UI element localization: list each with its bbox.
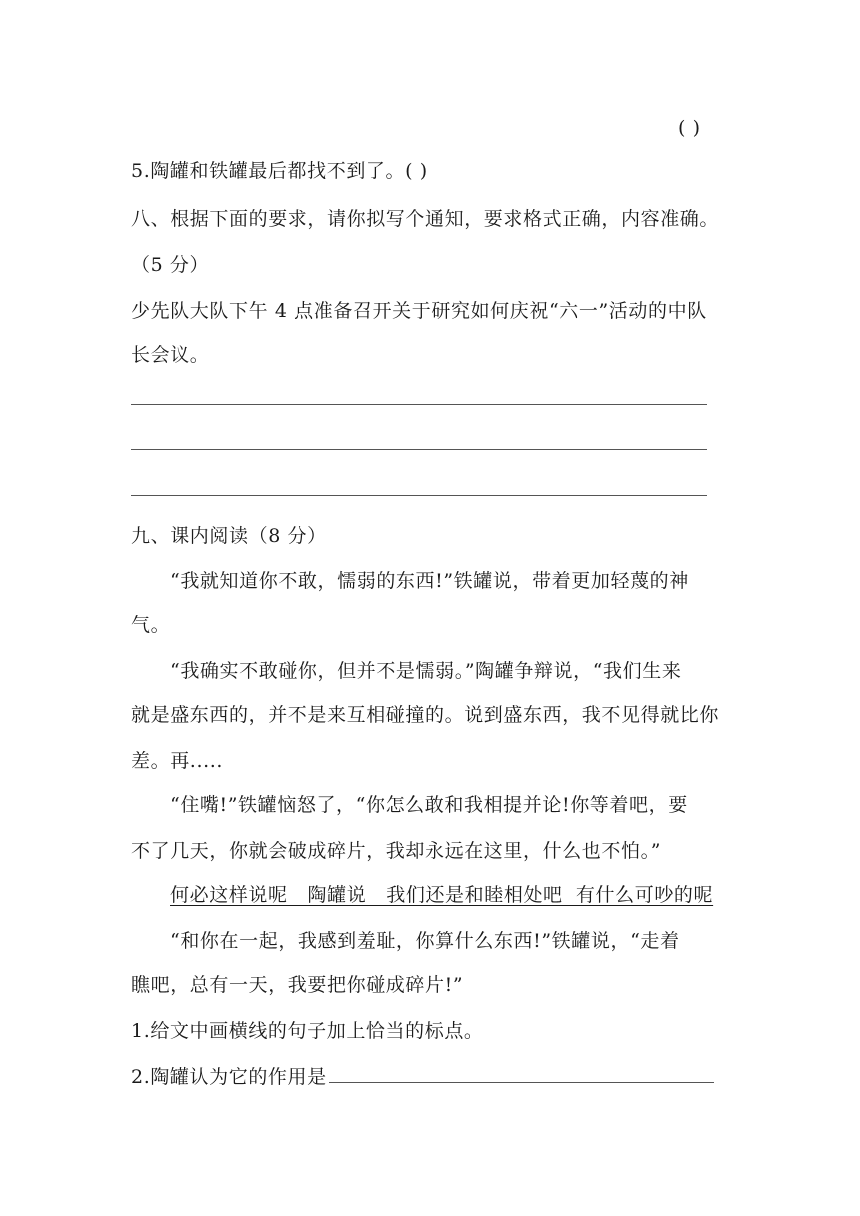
section-8-score: （5 分） (131, 254, 210, 276)
answer-bracket-top: ( ) (678, 117, 701, 139)
section-8-requirement-line-2: 长会议。 (131, 344, 210, 366)
passage-line: 差。再..... (131, 750, 223, 772)
passage-line: 不了几天，你就会破成碎片，我却永远在这里，什么也不怕。” (131, 840, 662, 862)
question-9-2-answer-line[interactable] (329, 1062, 714, 1083)
question-5: 5.陶罐和铁罐最后都找不到了。( ) (131, 160, 428, 182)
section-8-heading: 八、根据下面的要求，请你拟写个通知，要求格式正确，内容准确。 (131, 208, 720, 230)
passage-line: “我确实不敢碰你，但并不是懦弱。”陶罐争辩说，“我们生来 (170, 660, 682, 682)
section-9-heading: 九、课内阅读（8 分） (131, 525, 327, 547)
passage-line: 瞧吧，总有一天，我要把你碰成碎片!” (131, 974, 464, 996)
question-9-1: 1.给文中画横线的句子加上恰当的标点。 (131, 1020, 484, 1042)
passage-line: “我就知道你不敢，懦弱的东西!”铁罐说，带着更加轻蔑的神 (170, 570, 689, 592)
passage-line: 就是盛东西的，并不是来互相碰撞的。说到盛东西，我不见得就比你 (131, 704, 720, 726)
answer-line-2[interactable] (131, 449, 707, 450)
passage-line: “和你在一起，我感到羞耻，你算什么东西!”铁罐说，“走着 (170, 930, 680, 952)
question-9-2-text: 2.陶罐认为它的作用是 (131, 1066, 327, 1088)
answer-line-3[interactable] (131, 495, 707, 496)
underlined-sentence: 何必这样说呢 陶罐说 我们还是和睦相处吧 有什么可吵的呢 (170, 884, 714, 906)
passage-line: “住嘴!”铁罐恼怒了，“你怎么敢和我相提并论!你等着吧，要 (170, 794, 688, 816)
passage-line: 气。 (131, 614, 171, 636)
answer-line-1[interactable] (131, 404, 707, 405)
section-8-requirement-line-1: 少先队大队下午 4 点准备召开关于研究如何庆祝“六一”活动的中队 (131, 300, 707, 322)
question-9-2 (131, 1062, 714, 1090)
